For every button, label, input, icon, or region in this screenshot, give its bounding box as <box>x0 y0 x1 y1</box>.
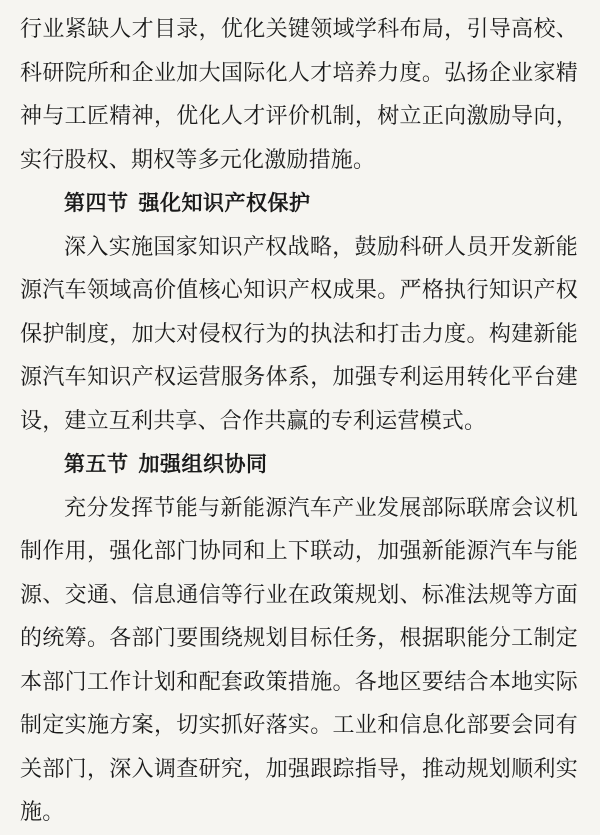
section-title: 加强组织协同 <box>138 452 268 476</box>
section-heading-5 <box>20 443 578 487</box>
section-number: 第五节 <box>64 452 129 476</box>
body-paragraph-coordination: 充分发挥节能与新能源汽车产业发展部际联席会议机制作用，强化部门协同和上下联动，加强新能源汽车与能源、交通、信息通信等行业在政策规划、标准法规等方面的统筹。各部门要围绕规划目标任务，根据职能分工制定本部门工作计划和配套政策措施。各地区要结合本地实际制定实施方案，切实抓好落实。工业和信息化部要会同有关部门，深入调查研究，加强跟踪指导，推动规划顺利实施。 <box>20 495 578 825</box>
section-number: 第四节 <box>64 191 129 215</box>
body-paragraph-ip-protection: 深入实施国家知识产权战略，鼓励科研人员开发新能源汽车领域高价值核心知识产权成果。严格执行知识产权保护制度，加大对侵权行为的执法和打击力度。构建新能源汽车知识产权运营服务体系，加强专利运用转化平台建设，建立互利共享、合作共赢的专利运营模式。 <box>20 234 578 434</box>
section-heading-4 <box>20 182 578 226</box>
body-paragraph-talent: 行业紧缺人才目录，优化关键领域学科布局，引导高校、科研院所和企业加大国际化人才培养力度。弘扬企业家精神与工匠精神，优化人才评价机制，树立正向激励导向，实行股权、期权等多元化激励措施。 <box>20 17 578 173</box>
section-title: 强化知识产权保护 <box>138 191 311 215</box>
